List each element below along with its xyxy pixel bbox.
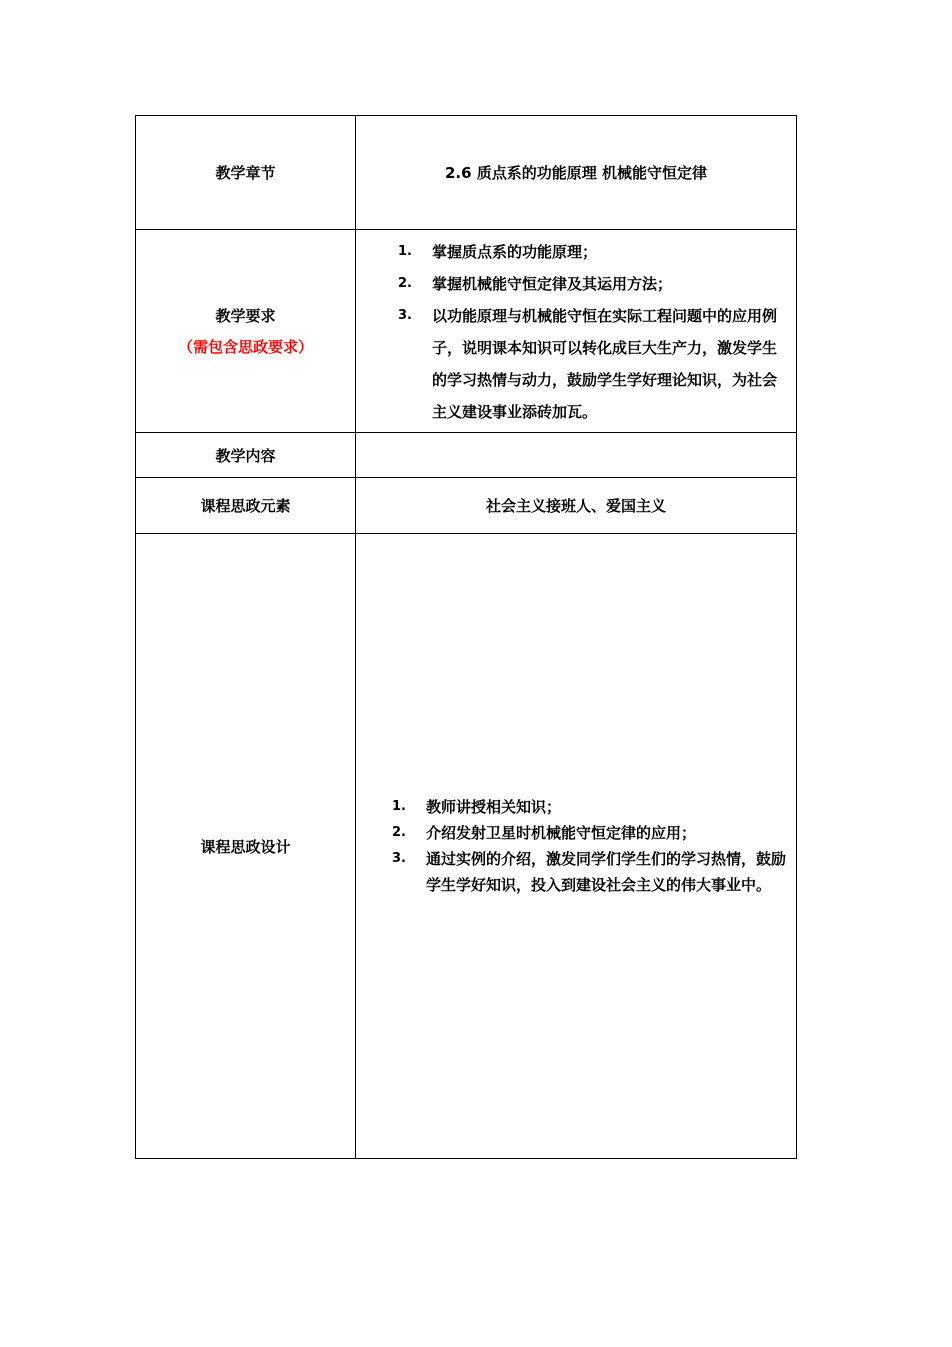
requirements-note: （需包含思政要求） xyxy=(177,338,313,356)
list-item-number: 1. xyxy=(398,244,412,259)
content-label: 教学内容 xyxy=(136,433,356,478)
list-item-text: 介绍发射卫星时机械能守恒定律的应用； xyxy=(426,824,697,842)
content-value xyxy=(356,433,797,478)
requirements-row xyxy=(136,230,797,433)
chapter-label: 教学章节 xyxy=(136,116,356,230)
elements-value: 社会主义接班人、爱国主义 xyxy=(356,478,797,534)
list-item xyxy=(398,300,786,428)
list-item xyxy=(398,268,786,300)
requirements-list xyxy=(356,230,796,432)
list-item-text: 掌握机械能守恒定律及其运用方法； xyxy=(432,275,673,293)
chapter-value: 2.6 质点系的功能原理 机械能守恒定律 xyxy=(356,116,797,230)
design-row xyxy=(136,534,797,1159)
list-item xyxy=(392,794,786,820)
elements-row xyxy=(136,478,797,534)
list-item-number: 3. xyxy=(392,851,406,866)
list-item-text: 通过实例的介绍，激发同学们学生们的学习热情，鼓励学生学好知识，投入到建设社会主义的伟大事业中。 xyxy=(426,850,787,894)
design-list xyxy=(356,794,796,898)
list-item-number: 1. xyxy=(392,799,406,814)
elements-label: 课程思政元素 xyxy=(136,478,356,534)
lesson-plan-table xyxy=(135,115,797,1159)
requirements-label: 教学要求 xyxy=(215,307,276,325)
chapter-row xyxy=(136,116,797,230)
list-item-number: 3. xyxy=(398,308,412,323)
list-item xyxy=(392,820,786,846)
list-item-text: 掌握质点系的功能原理； xyxy=(432,243,598,261)
list-item-number: 2. xyxy=(392,825,406,840)
list-item xyxy=(392,846,786,898)
list-item-text: 教师讲授相关知识； xyxy=(426,798,562,816)
list-item xyxy=(398,236,786,268)
requirements-label-cell xyxy=(136,230,356,433)
design-value-cell xyxy=(356,534,797,1159)
content-row xyxy=(136,433,797,478)
design-label: 课程思政设计 xyxy=(136,534,356,1159)
list-item-text: 以功能原理与机械能守恒在实际工程问题中的应用例子，说明课本知识可以转化成巨大生产力，激发学生的学习热情与动力，鼓励学生学好理论知识，为社会主义建设事业添砖加瓦。 xyxy=(432,307,778,421)
list-item-number: 2. xyxy=(398,276,412,291)
requirements-value-cell xyxy=(356,230,797,433)
